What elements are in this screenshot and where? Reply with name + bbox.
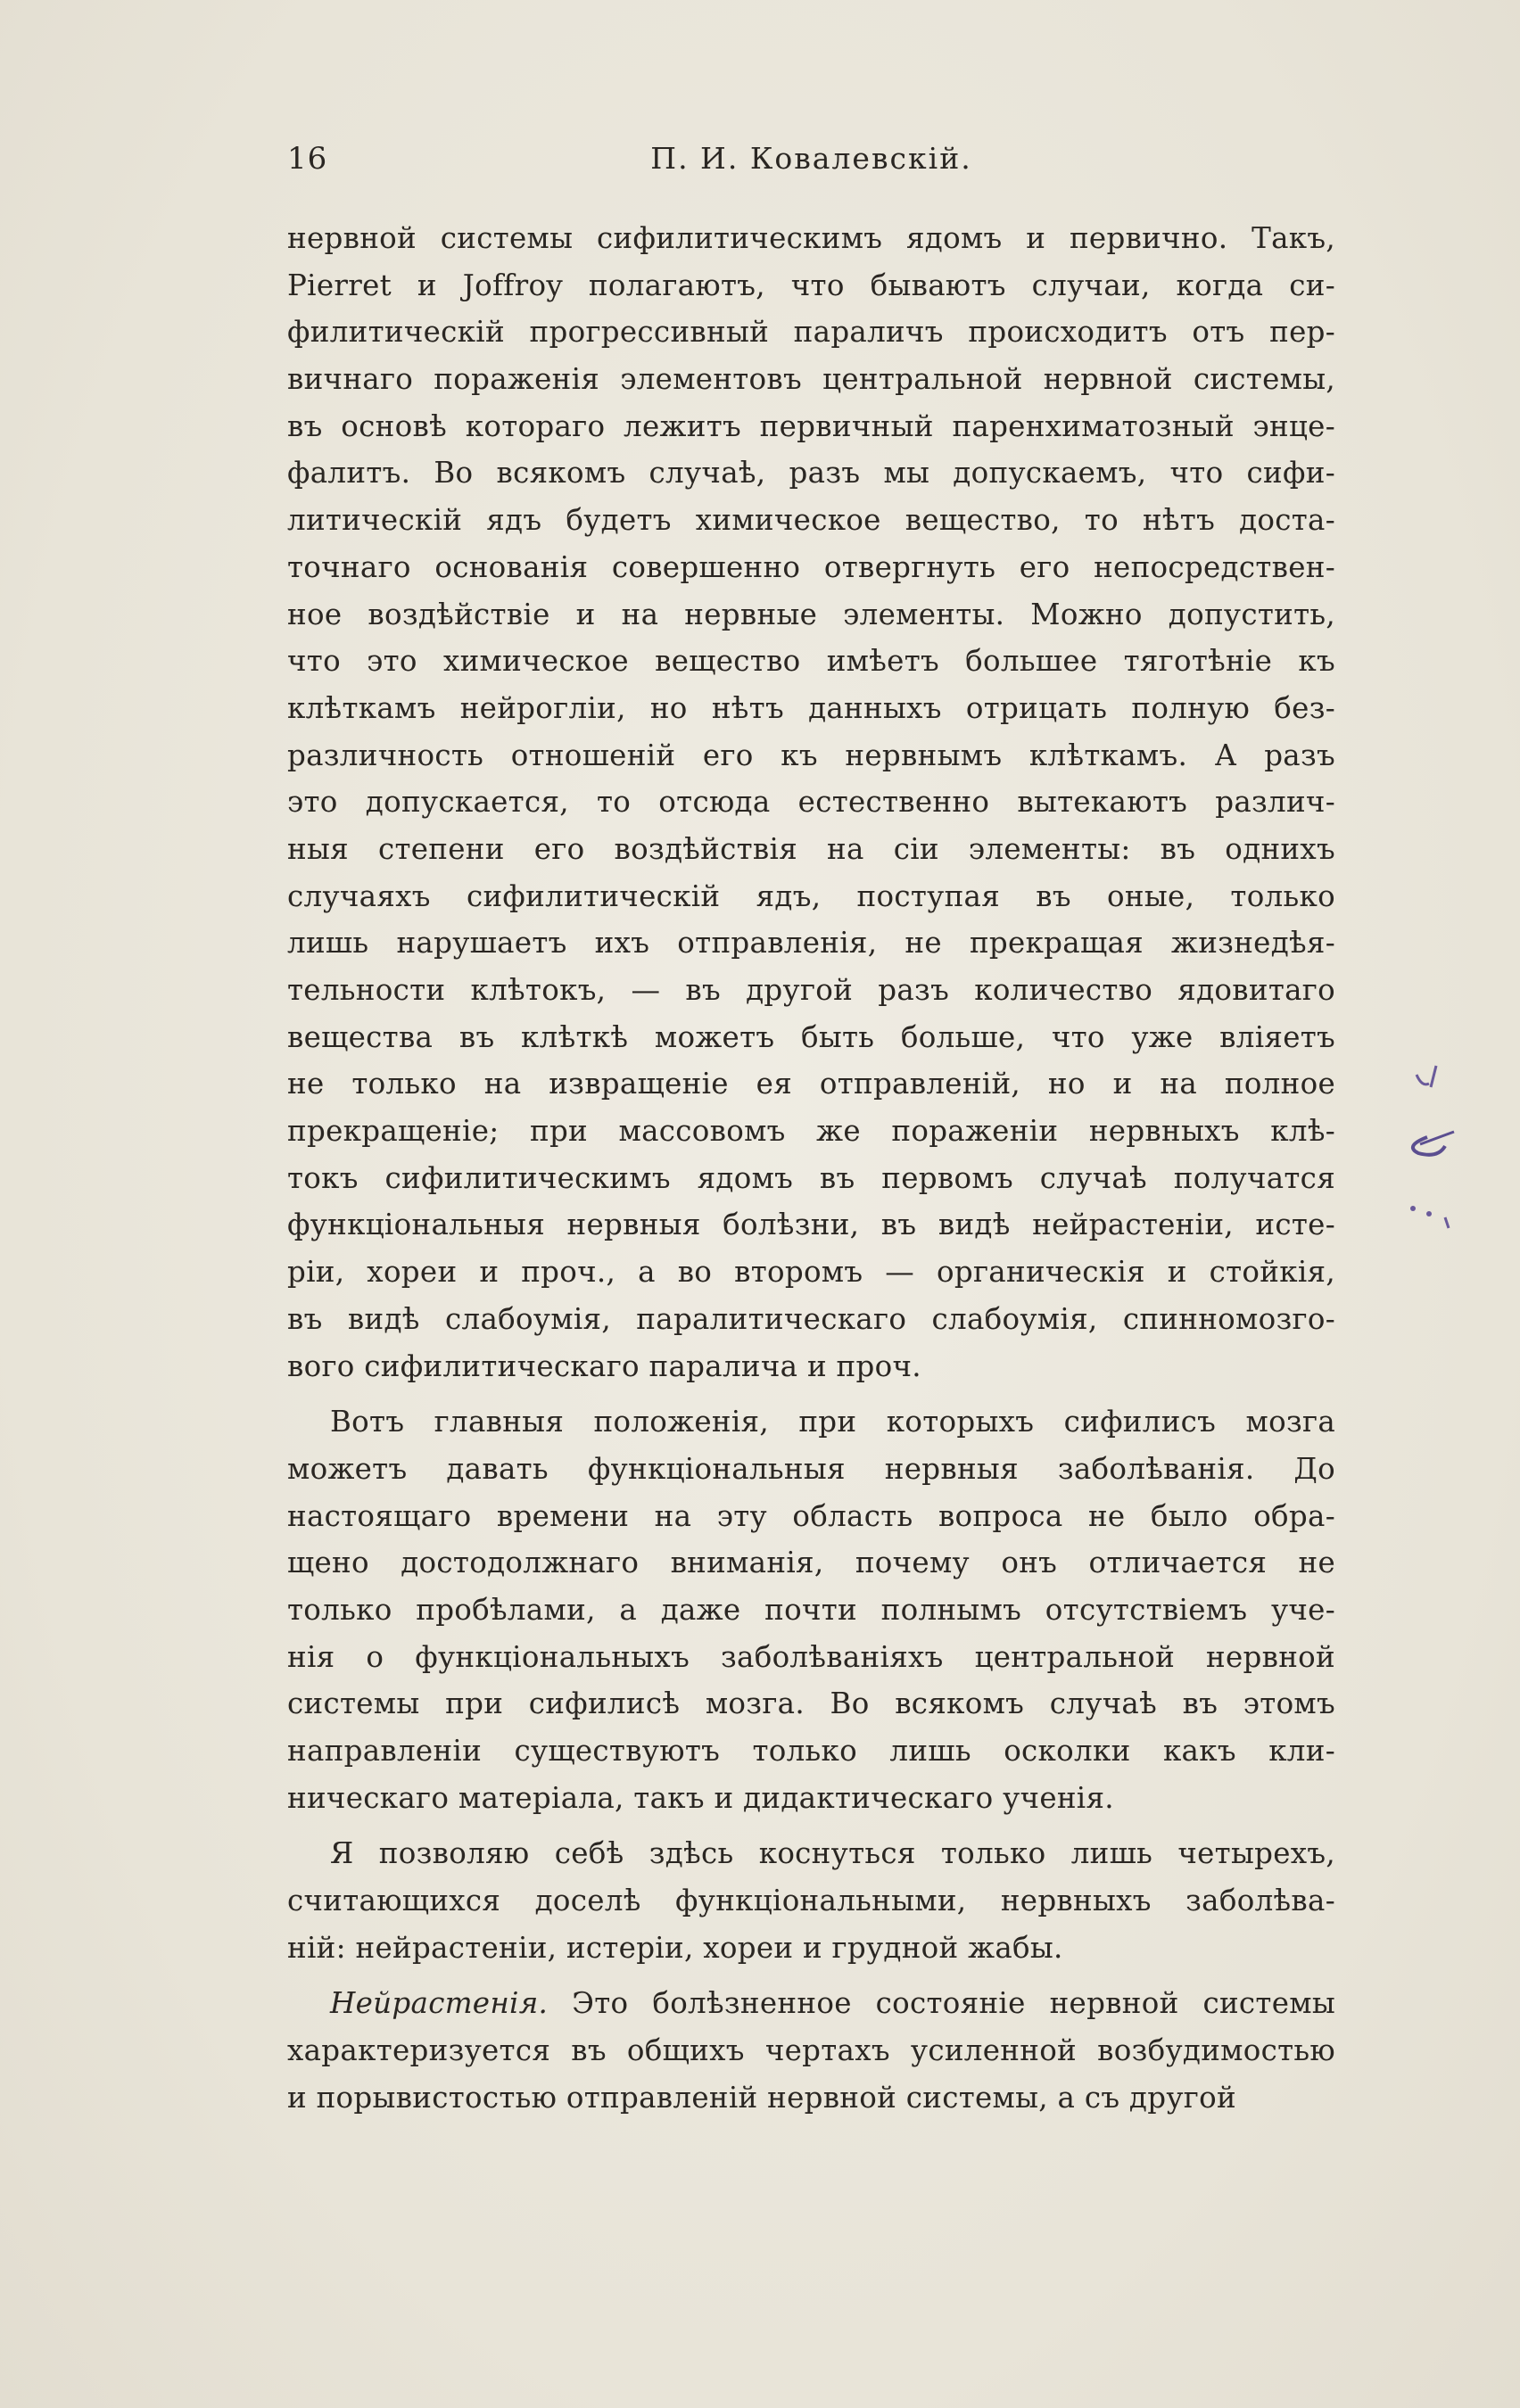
text-line: ній: нейрастеніи, истеріи, хореи и грудной жабы. xyxy=(287,1930,1063,1965)
paragraph xyxy=(287,1830,1335,1971)
text-line: ріи, хореи и проч., а во второмъ — органическія и стойкія, xyxy=(287,1255,1335,1290)
text-line: можетъ давать функціональныя нервныя заболѣванія. До xyxy=(287,1451,1335,1486)
body-text xyxy=(287,215,1335,2122)
text-line: это допускается, то отсюда естественно вытекаютъ различ- xyxy=(287,785,1335,820)
text-line: Я позволяю себѣ здѣсь коснуться только лишь четырехъ, xyxy=(330,1836,1335,1871)
text-line: ническаго матеріала, такъ и дидактическаго ученія. xyxy=(287,1780,1114,1815)
text-line: тельности клѣтокъ, — въ другой разъ количество ядовитаго xyxy=(287,973,1335,1007)
text-line-content: Это болѣзненное состояніе нервной системы xyxy=(548,1986,1335,2021)
text-line: не только на извращеніе ея отправленій, но и на полное xyxy=(287,1067,1335,1101)
text-line xyxy=(287,1980,1335,2027)
text-line: системы при сифилисѣ мозга. Во всякомъ случаѣ въ этомъ xyxy=(287,1686,1335,1721)
text-line: настоящаго времени на эту область вопроса не было обра- xyxy=(287,1498,1335,1533)
text-line: ное воздѣйствіе и на нервные элементы. Можно допустить, xyxy=(287,597,1335,631)
text-line: въ видѣ слабоумія, паралитическаго слабоумія, спинномозго- xyxy=(287,1301,1335,1336)
text-line: вого сифилитическаго паралича и проч. xyxy=(287,1348,921,1383)
text-line: щено достодолжнаго вниманія, почему онъ отличается не xyxy=(287,1546,1335,1580)
page-number: 16 xyxy=(287,141,328,177)
text-line: что это химическое вещество имѣетъ большее тяготѣніе къ xyxy=(287,644,1335,679)
text-line: въ основѣ котораго лежитъ первичный паренхиматозный энце- xyxy=(287,408,1335,443)
text-line: характеризуется въ общихъ чертахъ усиленной возбудимостью xyxy=(287,2033,1335,2068)
text-line: Вотъ главныя положенія, при которыхъ сифилисъ мозга xyxy=(330,1405,1335,1439)
paragraph xyxy=(287,215,1335,1390)
text-line: точнаго основанія совершенно отвергнуть его непосредствен- xyxy=(287,549,1335,584)
text-line: и порывистостью отправленій нервной системы, а съ другой xyxy=(287,2080,1236,2115)
text-line: клѣткамъ нейрогліи, но нѣтъ данныхъ отрицать полную без- xyxy=(287,690,1335,725)
text-line: Pierret и Joffroy полагаютъ, что бываютъ случаи, когда си- xyxy=(287,268,1335,302)
text-line: считающихся доселѣ функціональными, нервныхъ заболѣва- xyxy=(287,1884,1335,1918)
text-line: нія о функціональныхъ заболѣваніяхъ центральной нервной xyxy=(287,1639,1335,1674)
page-header xyxy=(287,141,1335,194)
text-line: только пробѣлами, а даже почти полнымъ отсутствіемъ уче- xyxy=(287,1592,1335,1627)
running-head: П. И. Ковалевскій. xyxy=(650,141,972,176)
text-line: токъ сифилитическимъ ядомъ въ первомъ случаѣ получатся xyxy=(287,1160,1335,1195)
text-line: случаяхъ сифилитическій ядъ, поступая въ оные, только xyxy=(287,878,1335,913)
text-line: ныя степени его воздѣйствія на сіи элементы: въ однихъ xyxy=(287,831,1335,866)
text-line: различность отношеній его къ нервнымъ клѣткамъ. А разъ xyxy=(287,738,1335,772)
text-line: направленіи существуютъ только лишь осколки какъ кли- xyxy=(287,1734,1335,1768)
text-line: лишь нарушаетъ ихъ отправленія, не прекращая жизнедѣя- xyxy=(287,926,1335,961)
text-line: филитическій прогрессивный параличъ происходитъ отъ пер- xyxy=(287,315,1335,350)
text-line: литическій ядъ будетъ химическое вещество, то нѣтъ доста- xyxy=(287,503,1335,538)
text-line: нервной системы сифилитическимъ ядомъ и первично. Такъ, xyxy=(287,221,1335,255)
text-line: вещества въ клѣткѣ можетъ быть больше, что уже вліяетъ xyxy=(287,1019,1335,1054)
text-line: вичнаго пораженія элементовъ центральной нервной системы, xyxy=(287,362,1335,397)
text-line: фалитъ. Во всякомъ случаѣ, разъ мы допускаемъ, что сифи- xyxy=(287,456,1335,491)
margin-pencil-marks xyxy=(1400,1039,1481,1253)
section-lead: Нейрастенія. xyxy=(330,1986,549,2021)
paragraph xyxy=(287,1398,1335,1821)
text-line: прекращеніе; при массовомъ же пораженіи нервныхъ клѣ- xyxy=(287,1114,1335,1149)
text-line: функціональныя нервныя болѣзни, въ видѣ нейрастеніи, исте- xyxy=(287,1208,1335,1242)
paragraph xyxy=(287,1980,1335,2121)
